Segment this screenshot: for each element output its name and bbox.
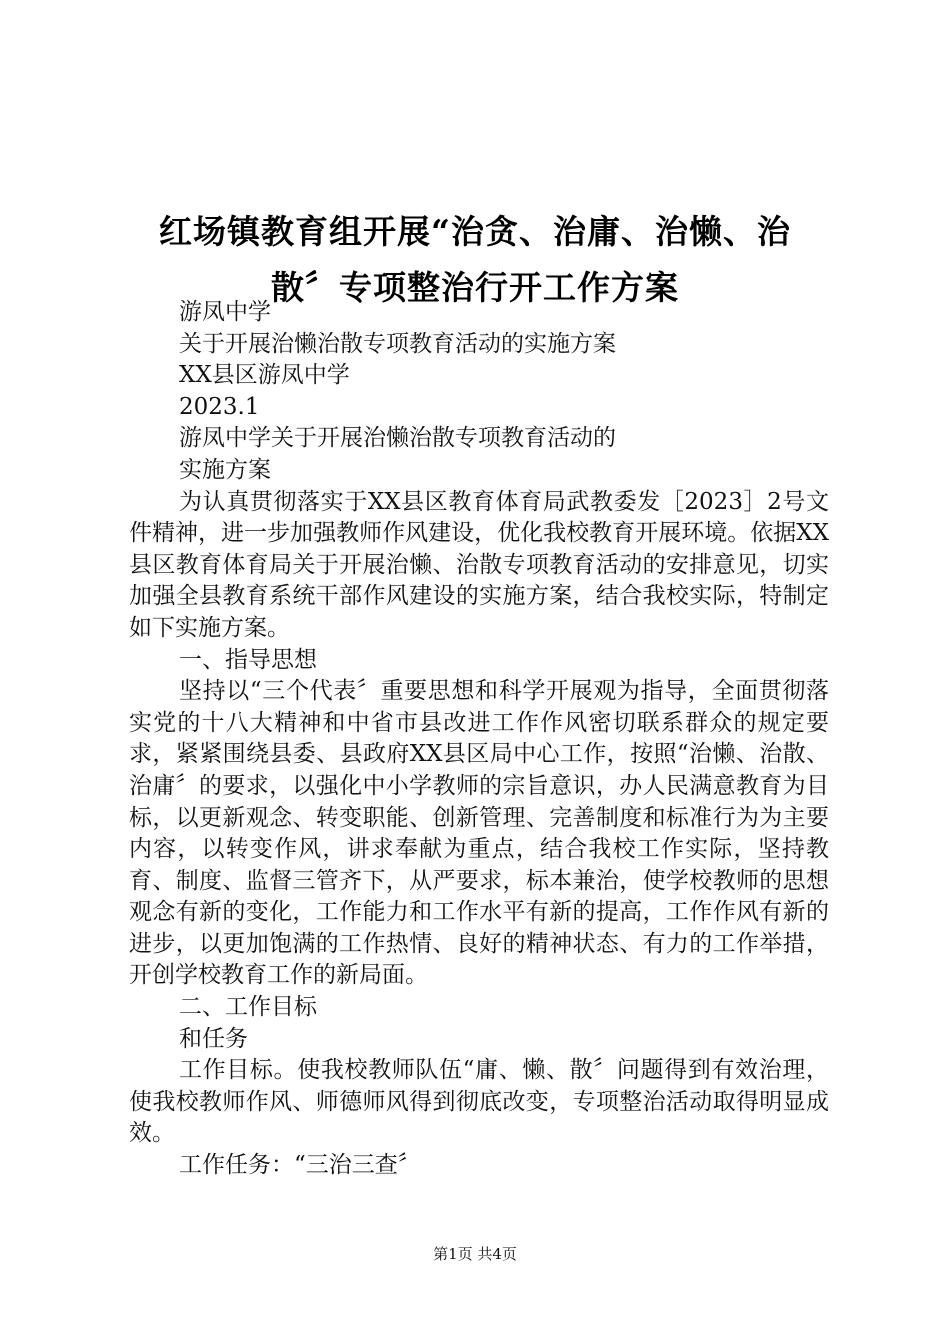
intro-paragraph: 为认真贯彻落实于XX县区教育体育局武教委发［2023］2号文件精神，进一步加强教师作风建设，优化我校教育开展环境。依据XX县区教育体育局关于开展治懒、治散专项教育活动的安排意见，切实加强全县教育系统干部作风建设的实施方案，结合我校实际，特制定如下实施方案。: [129, 488, 829, 641]
plan-heading: 关于开展治懒治散专项教育活动的实施方案: [179, 330, 616, 357]
title-line-2: 散〞专项整治行开工作方案: [271, 268, 679, 308]
work-goals-paragraph: 工作目标。使我校教师队伍“庸、懒、散〞问题得到有效治理，使我校教师作风、师德师风得到彻底改变，专项整治活动取得明显成效。: [129, 1057, 829, 1147]
date: 2023.1: [179, 393, 260, 420]
work-tasks-paragraph: 工作任务：“三治三查〞: [179, 1152, 421, 1179]
title-line-1: 红场镇教育组开展“治贪、治庸、治懒、治: [159, 212, 791, 252]
page-footer: 第1页 共4页: [433, 1245, 517, 1263]
section-heading-work-goals: 二、工作目标: [179, 994, 317, 1021]
subtitle-line-1: 游凤中学关于开展治懒治散专项教育活动的: [179, 425, 616, 452]
subtitle-line-2: 实施方案: [179, 456, 271, 483]
guiding-thought-paragraph: 坚持以“三个代表〞重要思想和科学开展观为指导，全面贯彻落实党的十八大精神和中省市县改进工作作风密切联系群众的规定要求，紧紧围绕县委、县政府XX县区局中心工作，按照“治懒、治散、治庸〞的要求，以强化中小学教师的宗旨意识，办人民满意教育为目标，以更新观念、转变职能、创新管理、完善制度和标准行为为主要内容，以转变作风，讲求奉献为重点，结合我校工作实际，坚持教育、制度、监督三管齐下，从严要求，标本兼治，使学校教师的思想观念有新的变化，工作能力和工作水平有新的提高，工作作风有新的进步，以更加饱满的工作热情、良好的精神状态、有力的工作举措，开创学校教育工作的新局面。: [129, 678, 829, 989]
issuer: XX县区游凤中学: [179, 362, 350, 389]
section-heading-guiding-thought: 一、指导思想: [179, 646, 317, 673]
document-body: [129, 297, 829, 1182]
school-name: 游凤中学: [179, 299, 271, 325]
section-heading-tasks: 和任务: [179, 1025, 248, 1052]
